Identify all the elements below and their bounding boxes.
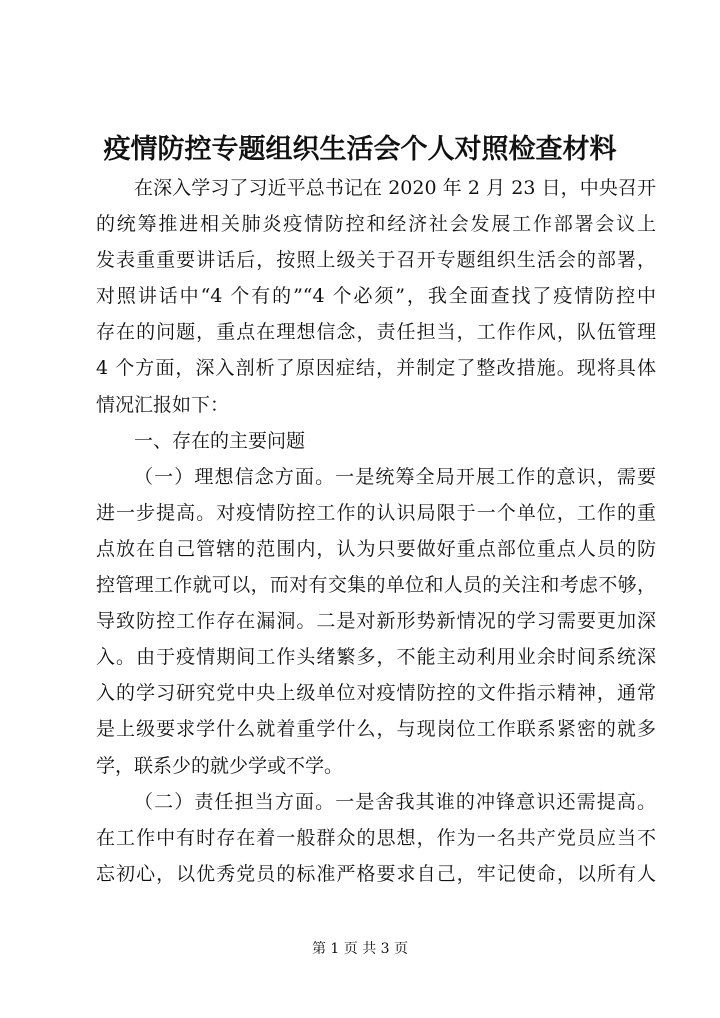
body-line: 发表重重要讲话后，按照上级关于召开专题组织生活会的部署， xyxy=(96,249,656,272)
body-line: 是上级要求学什么就着重学什么，与现岗位工作联系紧密的就多 xyxy=(96,718,656,741)
body-line: 情况汇报如下： xyxy=(96,393,230,416)
body-line: （一）理想信念方面。一是统筹全局开展工作的意识，需要 xyxy=(134,465,656,488)
page-indicator: 第 1 页 共 3 页 xyxy=(311,941,409,957)
body-line: 入。由于疫情期间工作头绪繁多，不能主动利用业余时间系统深 xyxy=(96,646,656,669)
section-heading: 一、存在的主要问题 xyxy=(134,429,306,452)
body-line: 学，联系少的就少学或不学。 xyxy=(96,754,344,777)
body-line: 在深入学习了习近平总书记在 2020 年 2 月 23 日，中央召开 xyxy=(134,177,656,199)
body-line: 入的学习研究党中央上级单位对疫情防控的文件指示精神，通常 xyxy=(96,682,656,705)
body-line: 对照讲话中“4 个有的”“4 个必须”，我全面查找了疫情防控中 xyxy=(96,285,656,308)
body-line: （二）责任担当方面。一是舍我其谁的冲锋意识还需提高。 xyxy=(134,790,656,813)
body-line: 4 个方面，深入剖析了原因症结，并制定了整改措施。现将具体 xyxy=(96,357,656,380)
body-line: 存在的问题，重点在理想信念，责任担当，工作作风，队伍管理 xyxy=(96,321,656,344)
body-line: 忘初心，以优秀党员的标准严格要求自己，牢记使命，以所有人 xyxy=(96,862,656,885)
body-line: 导致防控工作存在漏洞。二是对新形势新情况的学习需要更加深 xyxy=(96,610,656,633)
body-line: 点放在自己管辖的范围内，认为只要做好重点部位重点人员的防 xyxy=(96,537,656,560)
document-title: 疫情防控专题组织生活会个人对照检查材料 xyxy=(103,134,617,165)
document-body xyxy=(96,170,656,892)
body-line: 进一步提高。对疫情防控工作的认识局限于一个单位，工作的重 xyxy=(96,501,656,524)
body-line: 控管理工作就可以，而对有交集的单位和人员的关注和考虑不够， xyxy=(96,574,656,597)
body-line: 在工作中有时存在着一般群众的思想，作为一名共产党员应当不 xyxy=(96,826,656,849)
body-line: 的统筹推进相关肺炎疫情防控和经济社会发展工作部署会议上 xyxy=(96,213,656,236)
